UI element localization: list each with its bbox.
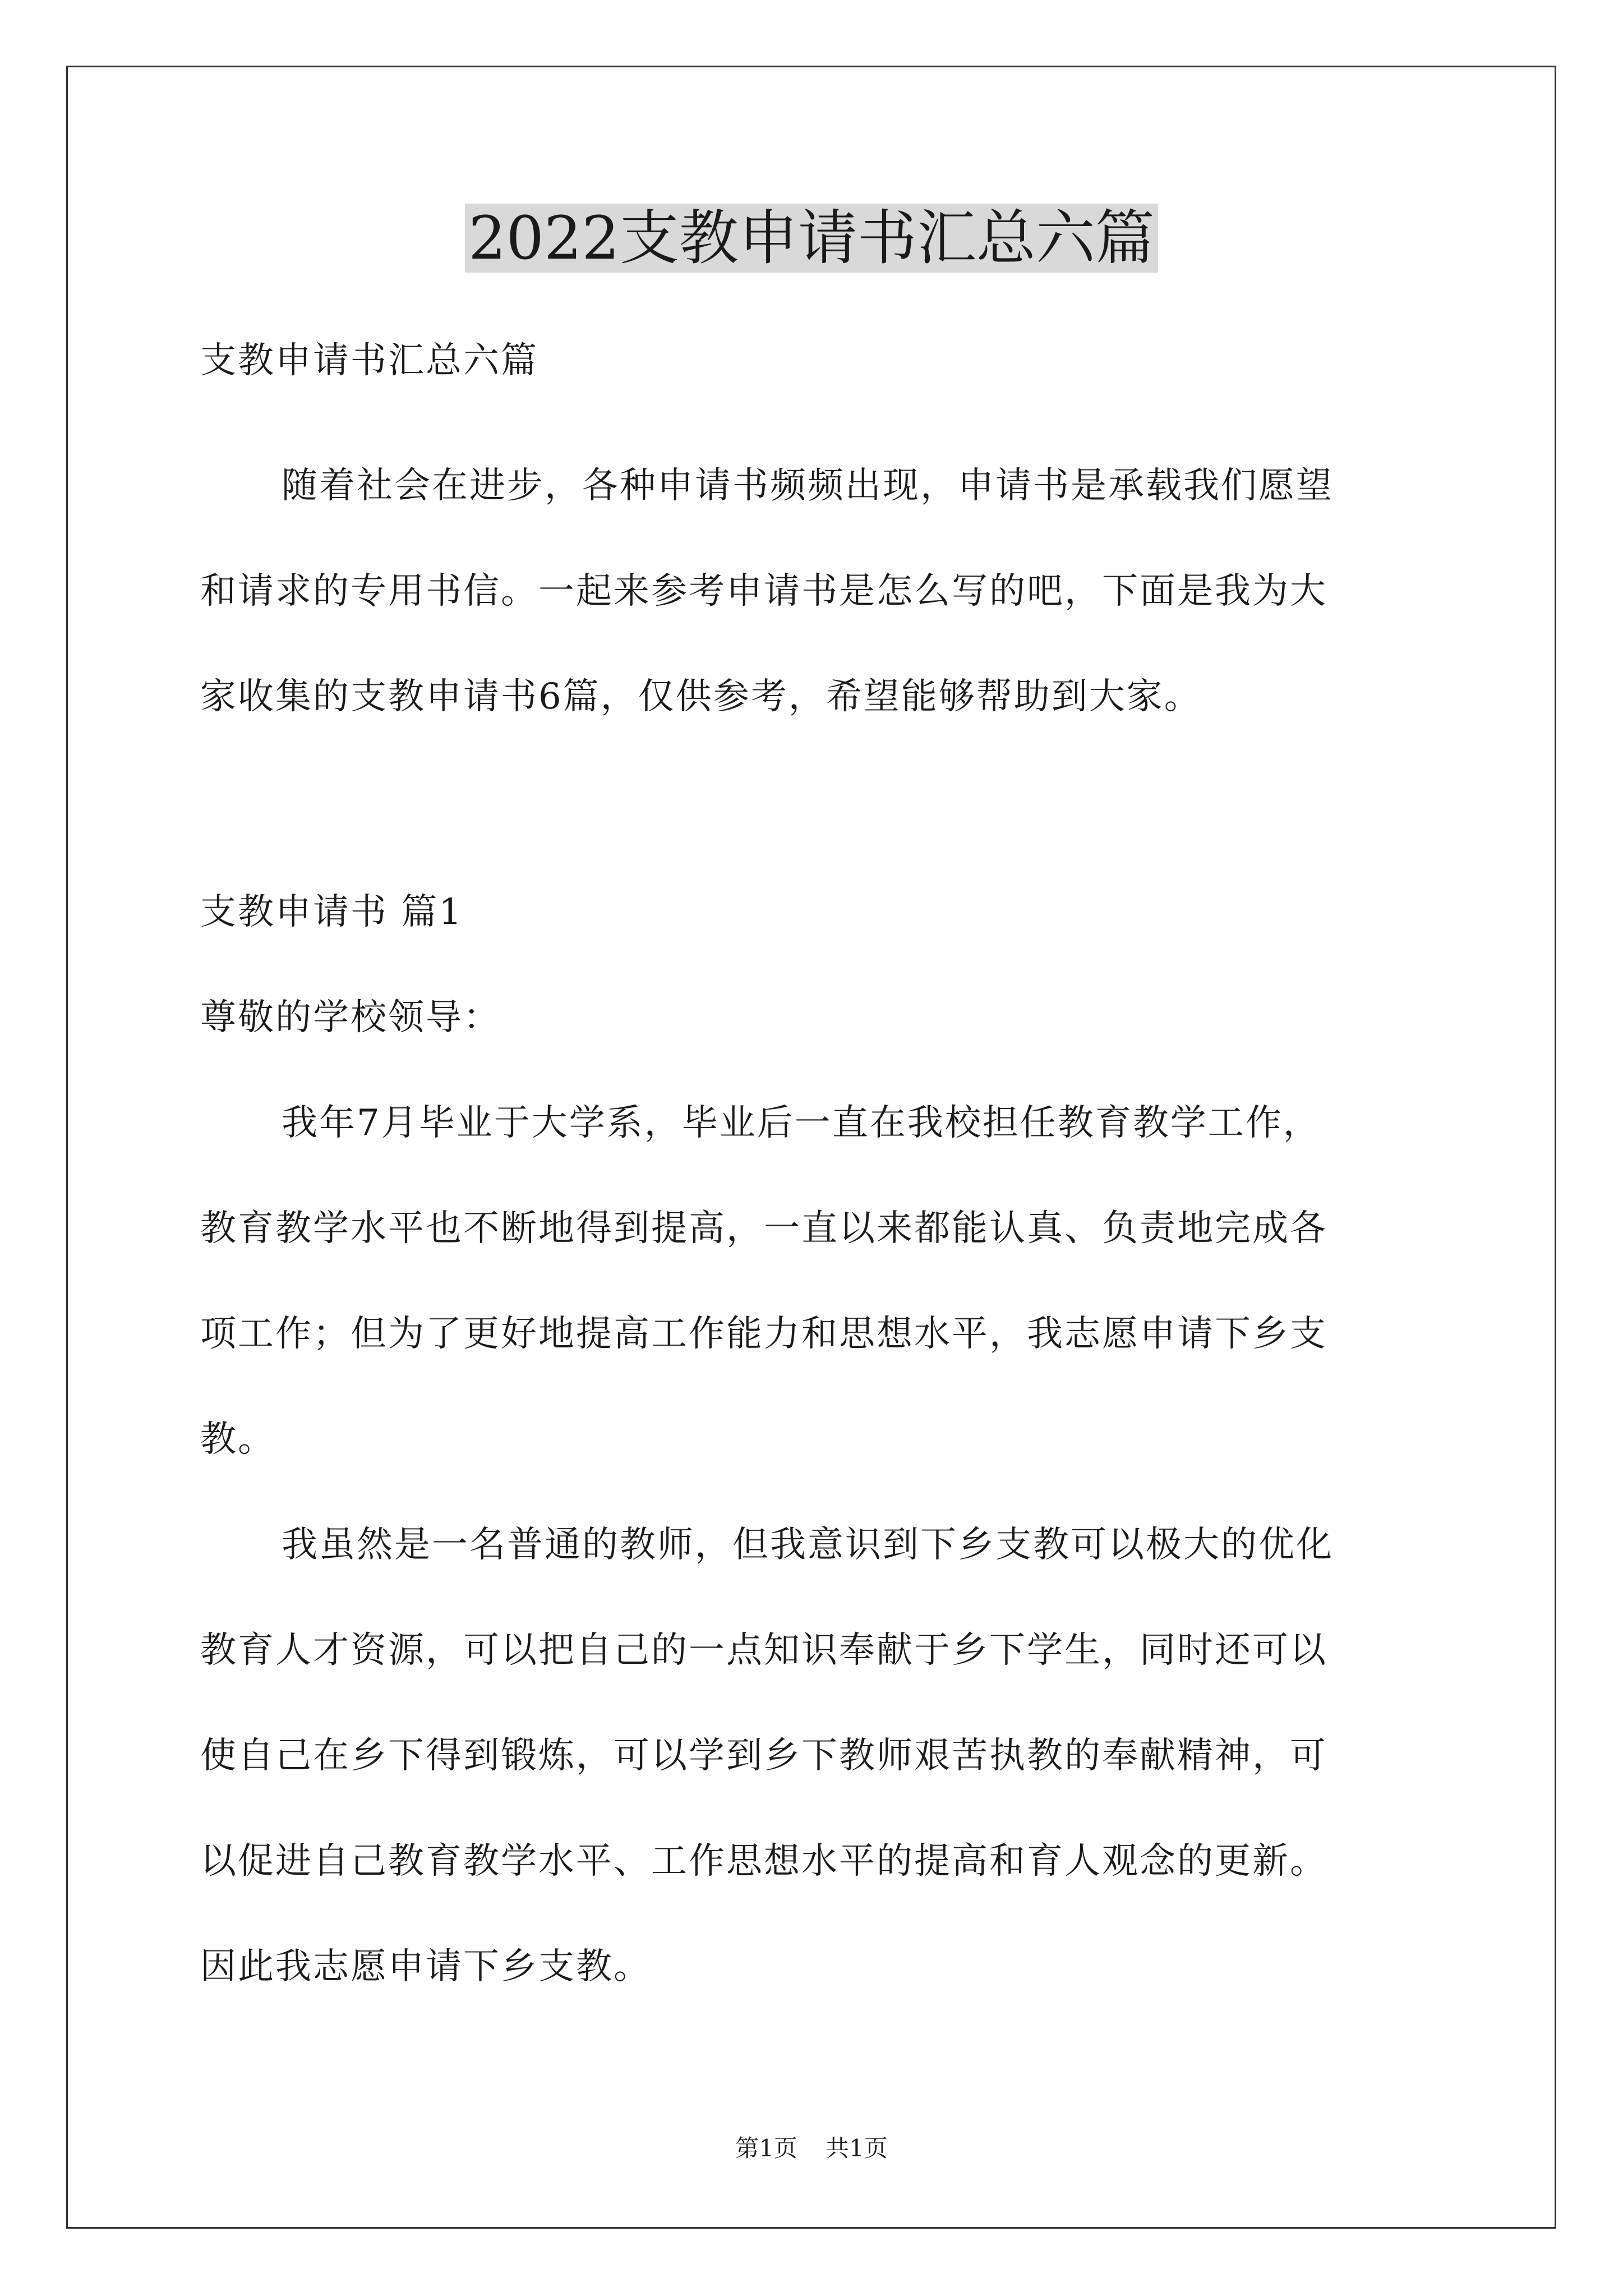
title-text: 2022支教申请书汇总六篇 [465,204,1158,273]
salutation: 尊敬的学校领导： [200,997,501,1038]
body-paragraph-line: 教。 [200,1419,275,1460]
body-paragraph-line: 项工作；但为了更好地提高工作能力和思想水平，我志愿申请下乡支 [200,1313,1327,1355]
body-paragraph-line: 教育人才资源，可以把自己的一点知识奉献于乡下学生，同时还可以 [200,1630,1327,1671]
intro-paragraph-line: 随着社会在进步，各种申请书频频出现，申请书是承载我们愿望 [282,465,1334,507]
body-paragraph-line: 教育教学水平也不断地得到提高，一直以来都能认真、负责地完成各 [200,1208,1327,1249]
page-total: 共1页 [826,2134,888,2162]
intro-paragraph-line: 和请求的专用书信。一起来参考申请书是怎么写的吧，下面是我为大 [200,570,1327,612]
body-paragraph-line: 使自己在乡下得到锻炼，可以学到乡下教师艰苦执教的奉献精神，可 [200,1735,1327,1777]
body-paragraph-line: 我年7月毕业于大学系，毕业后一直在我校担任教育教学工作， [282,1102,1321,1144]
body-paragraph-line: 以促进自己教育教学水平、工作思想水平的提高和育人观念的更新。 [200,1841,1327,1882]
intro-paragraph-line: 家收集的支教申请书6篇，仅供参考，希望能够帮助到大家。 [200,676,1202,717]
subtitle-line: 支教申请书汇总六篇 [200,340,538,381]
page-footer [0,2132,1623,2165]
body-paragraph-line: 我虽然是一名普通的教师，但我意识到下乡支教可以极大的优化 [282,1524,1334,1566]
page-number: 第1页 [735,2134,797,2162]
document-title [0,199,1623,278]
body-paragraph-line: 因此我志愿申请下乡支教。 [200,1946,651,1987]
section-heading: 支教申请书 篇1 [200,891,464,933]
